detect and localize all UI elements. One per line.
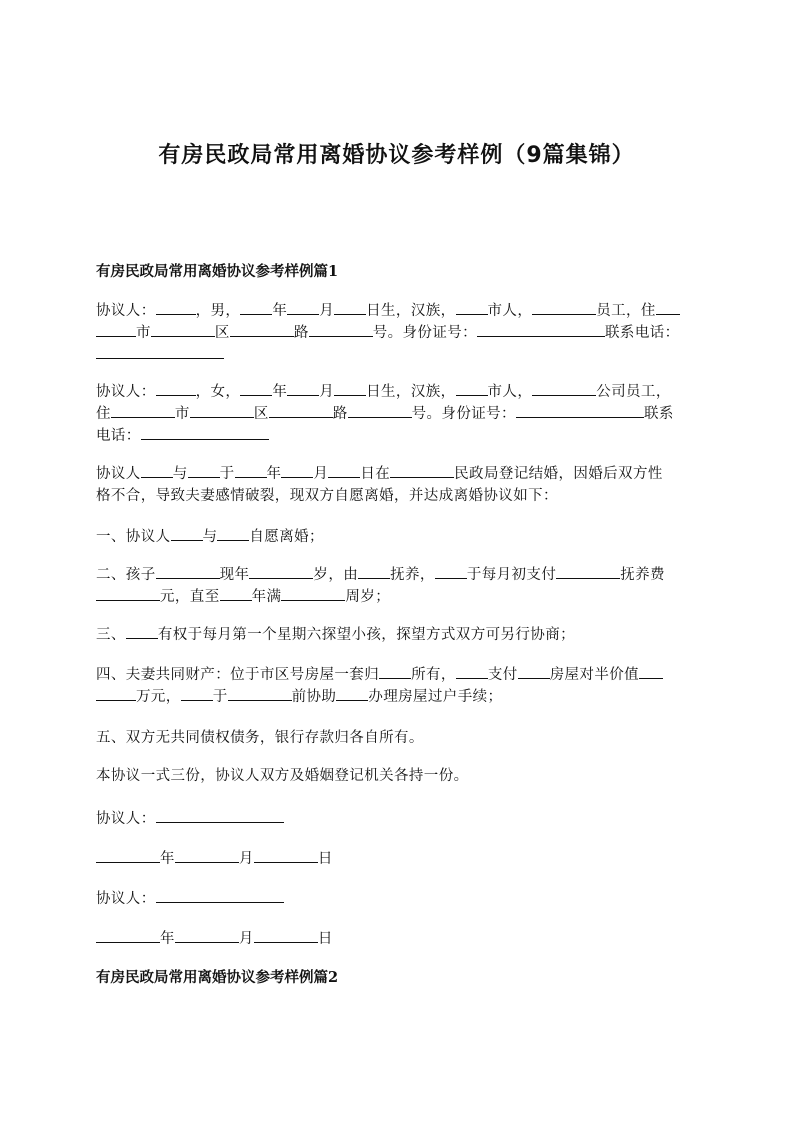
blank[interactable] bbox=[254, 928, 318, 943]
blank[interactable] bbox=[190, 403, 254, 418]
text: 支付 bbox=[487, 667, 518, 683]
text: 月 bbox=[319, 384, 335, 400]
blank[interactable] bbox=[309, 322, 373, 337]
text: 现年 bbox=[219, 567, 250, 583]
party-2-paragraph bbox=[96, 381, 700, 447]
text: 协议人： bbox=[96, 811, 156, 827]
text: 协议人： bbox=[96, 303, 156, 319]
text: 抚养， bbox=[390, 567, 435, 583]
text: 路 bbox=[293, 325, 309, 341]
signature-blank[interactable] bbox=[156, 808, 284, 823]
text: 公司员工， bbox=[596, 384, 671, 400]
name-blank[interactable] bbox=[156, 381, 196, 396]
date-line-2 bbox=[96, 928, 700, 950]
section-1-heading: 有房民政局常用离婚协议参考样例篇1 bbox=[96, 263, 339, 280]
text: 日在 bbox=[360, 466, 391, 482]
text: 年满 bbox=[251, 589, 282, 605]
text: 路 bbox=[332, 406, 348, 422]
blank[interactable] bbox=[532, 381, 596, 396]
phone-blank[interactable] bbox=[141, 425, 269, 440]
blank[interactable] bbox=[235, 463, 267, 478]
blank[interactable] bbox=[518, 664, 550, 679]
blank[interactable] bbox=[456, 664, 488, 679]
blank[interactable] bbox=[175, 848, 239, 863]
document-title: 有房民政局常用离婚协议参考样例（9篇集锦） bbox=[158, 143, 635, 168]
signature-line-1 bbox=[96, 808, 700, 830]
text: 日生，汉族， bbox=[366, 384, 456, 400]
blank[interactable] bbox=[156, 564, 220, 579]
text: 一、协议人 bbox=[96, 529, 171, 545]
blank[interactable] bbox=[435, 564, 467, 579]
text: 日生，汉族， bbox=[366, 303, 456, 319]
phone-blank[interactable] bbox=[96, 344, 224, 359]
blank[interactable] bbox=[96, 848, 160, 863]
text: 员工，住 bbox=[596, 303, 656, 319]
copies-statement: 本协议一式三份，协议人双方及婚姻登记机关各持一份。 bbox=[96, 768, 469, 784]
text: 格不合，导致夫妻感情破裂，现双方自愿离婚，并达成离婚协议如下： bbox=[96, 488, 558, 504]
text: 民政局登记结婚，因婚后双方性 bbox=[454, 466, 663, 482]
text: 于 bbox=[212, 689, 228, 705]
text: 前协助 bbox=[291, 689, 337, 705]
text: 市 bbox=[174, 406, 190, 422]
blank[interactable] bbox=[656, 300, 680, 315]
blank[interactable] bbox=[240, 381, 272, 396]
blank[interactable] bbox=[348, 403, 412, 418]
blank[interactable] bbox=[287, 381, 319, 396]
text: 元，直至 bbox=[160, 589, 220, 605]
text: 住 bbox=[96, 406, 111, 422]
id-number-blank[interactable] bbox=[516, 403, 644, 418]
blank[interactable] bbox=[379, 664, 411, 679]
signature-blank[interactable] bbox=[156, 888, 284, 903]
blank[interactable] bbox=[96, 322, 136, 337]
blank[interactable] bbox=[269, 403, 333, 418]
blank[interactable] bbox=[328, 463, 360, 478]
text: 市人， bbox=[487, 384, 533, 400]
name-blank[interactable] bbox=[156, 300, 196, 315]
blank[interactable] bbox=[141, 463, 173, 478]
blank[interactable] bbox=[336, 686, 368, 701]
blank[interactable] bbox=[230, 322, 294, 337]
date-line-1 bbox=[96, 848, 700, 870]
text: 联系电话： bbox=[605, 325, 680, 341]
text: 协议人： bbox=[96, 891, 156, 907]
blank[interactable] bbox=[228, 686, 292, 701]
clause-5: 五、双方无共同债权债务，银行存款归各自所有。 bbox=[96, 730, 424, 746]
text: 办理房屋过户手续； bbox=[368, 689, 503, 705]
blank[interactable] bbox=[151, 322, 215, 337]
text: 月 bbox=[313, 466, 329, 482]
blank[interactable] bbox=[217, 526, 249, 541]
blank[interactable] bbox=[188, 463, 220, 478]
blank[interactable] bbox=[181, 686, 213, 701]
text: 年 bbox=[160, 931, 175, 947]
text: 号。身份证号： bbox=[372, 325, 478, 341]
text: 月 bbox=[238, 851, 254, 867]
section-2-heading: 有房民政局常用离婚协议参考样例篇2 bbox=[96, 969, 339, 986]
text: 周岁； bbox=[345, 589, 391, 605]
blank[interactable] bbox=[171, 526, 203, 541]
blank[interactable] bbox=[254, 848, 318, 863]
blank[interactable] bbox=[281, 463, 313, 478]
text: 月 bbox=[319, 303, 335, 319]
text: 市人， bbox=[487, 303, 533, 319]
text: 年 bbox=[272, 303, 288, 319]
blank[interactable] bbox=[358, 564, 390, 579]
blank[interactable] bbox=[556, 564, 620, 579]
blank[interactable] bbox=[96, 928, 160, 943]
text: 区 bbox=[253, 406, 269, 422]
blank[interactable] bbox=[96, 686, 136, 701]
blank[interactable] bbox=[287, 300, 319, 315]
text: 所有， bbox=[411, 667, 456, 683]
text: 年 bbox=[160, 851, 175, 867]
blank[interactable] bbox=[456, 381, 488, 396]
id-number-blank[interactable] bbox=[477, 322, 605, 337]
blank[interactable] bbox=[334, 381, 366, 396]
text: 市 bbox=[136, 325, 151, 341]
text: 与 bbox=[202, 529, 218, 545]
text: 有权于每月第一个星期六探望小孩，探望方式双方可另行协商； bbox=[157, 627, 576, 643]
text: ，女， bbox=[195, 384, 241, 400]
blank[interactable] bbox=[240, 300, 272, 315]
blank[interactable] bbox=[96, 586, 160, 601]
text: 于每月初支付 bbox=[466, 567, 557, 583]
blank[interactable] bbox=[175, 928, 239, 943]
blank[interactable] bbox=[126, 624, 158, 639]
text: 协议人： bbox=[96, 384, 156, 400]
text: 号。身份证号： bbox=[411, 406, 516, 422]
blank[interactable] bbox=[639, 664, 663, 679]
marriage-paragraph bbox=[96, 463, 700, 507]
blank[interactable] bbox=[390, 463, 454, 478]
clause-4 bbox=[96, 664, 700, 708]
text: 二、孩子 bbox=[96, 567, 156, 583]
text: 与 bbox=[172, 466, 188, 482]
text: 四、夫妻共同财产：位于市区号房屋一套归 bbox=[96, 667, 380, 683]
text: 区 bbox=[214, 325, 230, 341]
clause-1 bbox=[96, 526, 700, 548]
text: 抚养费 bbox=[620, 567, 665, 583]
text: 于 bbox=[219, 466, 235, 482]
text: 岁，由 bbox=[313, 567, 359, 583]
signature-line-2 bbox=[96, 888, 700, 910]
blank[interactable] bbox=[281, 586, 345, 601]
blank[interactable] bbox=[532, 300, 596, 315]
text: 年 bbox=[272, 384, 288, 400]
text: 日 bbox=[317, 851, 333, 867]
blank[interactable] bbox=[220, 586, 252, 601]
clause-3 bbox=[96, 624, 700, 646]
text: 万元， bbox=[136, 689, 181, 705]
blank[interactable] bbox=[456, 300, 488, 315]
blank[interactable] bbox=[111, 403, 175, 418]
text: 自愿离婚； bbox=[249, 529, 324, 545]
blank[interactable] bbox=[249, 564, 313, 579]
text: 年 bbox=[266, 466, 282, 482]
text: 日 bbox=[317, 931, 333, 947]
text: 电话： bbox=[96, 428, 141, 444]
text: 月 bbox=[238, 931, 254, 947]
text: 房屋对半价值 bbox=[549, 667, 640, 683]
text: 联系 bbox=[643, 406, 674, 422]
party-1-paragraph bbox=[96, 300, 700, 366]
blank[interactable] bbox=[334, 300, 366, 315]
text: 三、 bbox=[96, 627, 126, 643]
text: 协议人 bbox=[96, 466, 141, 482]
text: ，男， bbox=[195, 303, 241, 319]
clause-2 bbox=[96, 564, 700, 608]
